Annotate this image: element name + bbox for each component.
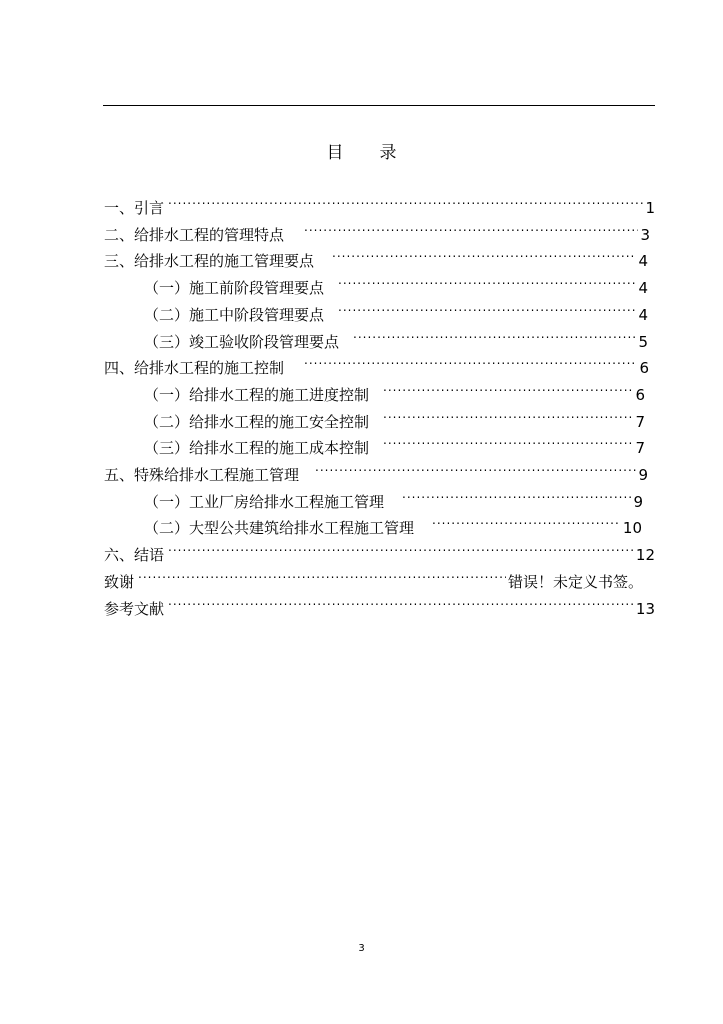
toc-entry-page: 3 <box>640 226 650 244</box>
toc-entry[interactable] <box>104 246 648 271</box>
toc-entry-page: 4 <box>638 252 648 270</box>
toc-entry-label: 五、特殊给排水工程施工管理 <box>104 466 300 484</box>
toc-entry-label: 二、给排水工程的管理特点 <box>104 226 285 244</box>
toc-entry-page: 9 <box>633 493 643 511</box>
toc-entry-label: （三）给排水工程的施工成本控制 <box>144 439 370 457</box>
toc-entry[interactable] <box>104 353 649 378</box>
dot-leader <box>168 540 634 560</box>
toc-entry[interactable] <box>144 407 645 432</box>
dot-leader <box>315 460 636 480</box>
dot-leader <box>383 433 633 453</box>
toc-entry-label: （三）竣工验收阶段管理要点 <box>144 333 340 351</box>
dot-leader <box>338 300 636 320</box>
toc-entry-page: 4 <box>638 279 648 297</box>
toc-entry-label: （一）施工前阶段管理要点 <box>144 279 325 297</box>
dot-leader <box>353 327 636 347</box>
toc-entry[interactable] <box>144 487 643 512</box>
toc-entry[interactable] <box>144 300 648 325</box>
page-number: 3 <box>358 943 365 954</box>
toc-entry-label: （二）给排水工程的施工安全控制 <box>144 413 370 431</box>
dot-leader <box>332 246 636 266</box>
toc-entry[interactable] <box>104 567 643 592</box>
toc-entry[interactable] <box>144 380 645 405</box>
toc-entry-page: 7 <box>635 413 645 431</box>
toc-entry[interactable] <box>144 327 648 352</box>
dot-leader <box>383 407 633 427</box>
dot-leader <box>304 353 637 373</box>
toc-entry-page: 6 <box>635 386 645 404</box>
toc-entry[interactable] <box>104 540 655 565</box>
toc-entry[interactable] <box>104 594 655 619</box>
toc-entry-label: 参考文献 <box>104 600 165 618</box>
toc-entry[interactable] <box>104 220 650 245</box>
toc-title-part2: 录 <box>379 143 397 163</box>
toc-entry-page: 4 <box>638 306 648 324</box>
dot-leader <box>168 594 634 614</box>
dot-leader <box>304 220 638 240</box>
dot-leader <box>432 513 621 533</box>
toc-entry-page: 错误！未定义书签。 <box>507 573 643 591</box>
toc-entry[interactable] <box>144 513 642 538</box>
dot-leader <box>402 487 631 507</box>
toc-entry-label: 三、给排水工程的施工管理要点 <box>104 252 315 270</box>
dot-leader <box>383 380 633 400</box>
toc-title-part1: 目 <box>326 143 344 163</box>
toc-entry-page: 1 <box>645 199 655 217</box>
toc-entry-page: 7 <box>635 439 645 457</box>
toc-entry[interactable] <box>104 193 655 218</box>
toc-entry-page: 9 <box>638 466 648 484</box>
toc-entry-label: （二）施工中阶段管理要点 <box>144 306 325 324</box>
dot-leader <box>138 567 506 587</box>
toc-entry-page: 6 <box>639 359 649 377</box>
toc-entry-label: 六、结语 <box>104 546 165 564</box>
dot-leader <box>168 193 643 213</box>
toc-entry-label: 四、给排水工程的施工控制 <box>104 359 285 377</box>
toc-entry-label: （一）给排水工程的施工进度控制 <box>144 386 370 404</box>
toc-entry-page: 5 <box>638 333 648 351</box>
toc-entry-label: 致谢 <box>104 573 135 591</box>
toc-entry-page: 12 <box>635 546 655 564</box>
toc-entry-label: 一、引言 <box>104 199 165 217</box>
toc-entry-label: （二）大型公共建筑给排水工程施工管理 <box>144 519 415 537</box>
toc-entry[interactable] <box>104 460 648 485</box>
toc-entry-label: （一）工业厂房给排水工程施工管理 <box>144 493 385 511</box>
toc-entry-page: 10 <box>622 519 642 537</box>
toc-entry[interactable] <box>144 433 645 458</box>
dot-leader <box>338 273 636 293</box>
toc-entry[interactable] <box>144 273 648 298</box>
toc-entry-page: 13 <box>635 600 655 618</box>
